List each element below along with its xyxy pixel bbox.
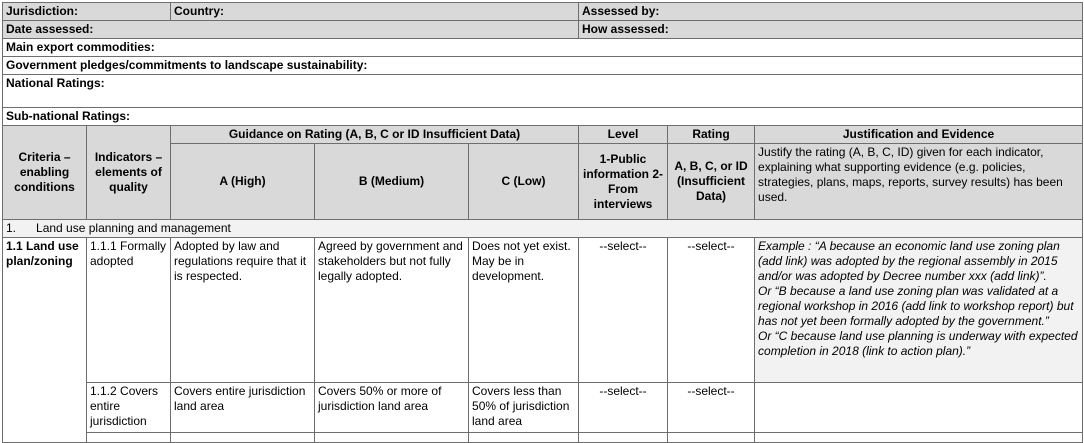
indicator-cell: 1.1.2 Covers entire jurisdiction [87,383,171,433]
guidance-c-cell: Covers less than 50% of jurisdiction land area [469,383,579,433]
guidance-c-cell: Does not yet exist. May be in development. [469,238,579,383]
jurisdiction-field[interactable]: Jurisdiction: [3,3,171,21]
how-assessed-field[interactable]: How assessed: [579,21,1083,39]
indicator-cell [87,433,171,443]
level-header: Level [579,126,668,144]
justification-cell[interactable] [755,433,1083,443]
indicator-cell: 1.1.1 Formally adopted [87,238,171,383]
guidance-b-cell: Agreed by government and stakeholders but not fully legally adopted. [315,238,469,383]
level-description: 1-Public information 2-From interviews [579,144,668,220]
guidance-c-cell [469,433,579,443]
assessment-sheet [2,2,1083,443]
b-medium-header: B (Medium) [315,144,469,220]
justification-example-c: Or “C because land use planning is underway with expected completion in 2018 (link to action plan).” [758,329,1078,358]
justification-example-a: Example : “A because an economic land use zoning plan (add link) was adopted by the regional assembly in 2015 and/or was adopted by Decree number xxx (add link)”. [758,239,1060,283]
rating-select[interactable] [668,433,755,443]
national-ratings-field[interactable]: National Ratings: [3,75,1083,108]
rating-select[interactable]: --select-- [668,238,755,383]
pledges-field[interactable]: Government pledges/commitments to landscape sustainability: [3,57,1083,75]
justification-example-b: Or “B because a land use zoning plan was validated at a regional workshop in 2016 (add link to workshop report) but has not yet been formally adopted by the government.” [758,284,1074,328]
guidance-b-cell [315,433,469,443]
level-select[interactable]: --select-- [579,383,668,433]
section-title: Land use planning and management [36,221,231,235]
guidance-a-cell: Adopted by law and regulations require that it is respected. [171,238,315,383]
indicators-header: Indicators –elements of quality [87,126,171,220]
level-select[interactable]: --select-- [579,238,668,383]
c-low-header: C (Low) [469,144,579,220]
assessed-by-field[interactable]: Assessed by: [579,3,1083,21]
rating-description: A, B, C, or ID (Insufficient Data) [668,144,755,220]
country-field[interactable]: Country: [171,3,579,21]
guidance-a-cell [171,433,315,443]
level-select[interactable] [579,433,668,443]
justification-cell[interactable] [755,383,1083,433]
rating-header: Rating [668,126,755,144]
justification-header: Justification and Evidence [755,126,1083,144]
date-assessed-field[interactable]: Date assessed: [3,21,579,39]
guidance-a-cell: Covers entire jurisdiction land area [171,383,315,433]
rating-select[interactable]: --select-- [668,383,755,433]
a-high-header: A (High) [171,144,315,220]
section-row [3,220,1083,238]
subnational-ratings-field[interactable]: Sub-national Ratings: [3,108,1083,126]
section-number: 1. [6,221,17,235]
criteria-header: Criteria –enabling conditions [3,126,87,220]
criterion-label: 1.1 Land use plan/zoning [3,238,87,443]
justification-description: Justify the rating (A, B, C, ID) given for each indicator, explaining what supporting evidence (e.g. policies, strategies, plans, maps, reports, survey results) has been used. [755,144,1083,220]
main-export-field[interactable]: Main export commodities: [3,39,1083,57]
justification-cell[interactable] [755,238,1083,383]
guidance-b-cell: Covers 50% or more of jurisdiction land area [315,383,469,433]
guidance-header: Guidance on Rating (A, B, C or ID Insufficient Data) [171,126,579,144]
